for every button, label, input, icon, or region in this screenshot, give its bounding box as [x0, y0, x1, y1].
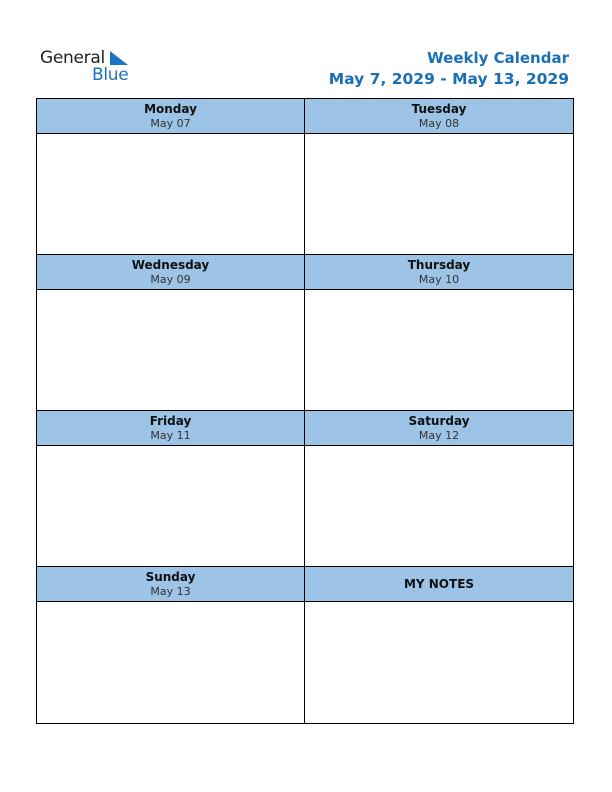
- day-name: Monday: [144, 101, 197, 116]
- notes-title: MY NOTES: [403, 577, 475, 591]
- day-cell-tuesday: [305, 99, 573, 255]
- day-name: Tuesday: [411, 101, 467, 116]
- day-cell-saturday: [305, 411, 573, 567]
- day-date: May 12: [418, 428, 460, 442]
- day-date: May 11: [150, 428, 191, 442]
- day-name: Friday: [149, 413, 192, 428]
- day-name: Sunday: [145, 569, 196, 584]
- day-notes-area[interactable]: [37, 134, 304, 254]
- calendar-title-block: [329, 48, 569, 90]
- notes-header: [305, 567, 573, 602]
- day-header: [37, 411, 304, 446]
- day-date: May 10: [418, 272, 460, 286]
- day-name: Wednesday: [131, 257, 210, 272]
- day-header: [305, 411, 573, 446]
- day-date: May 13: [150, 584, 191, 598]
- day-notes-area[interactable]: [305, 290, 573, 410]
- notes-cell: [305, 567, 573, 723]
- page-title: Weekly Calendar: [427, 49, 569, 67]
- day-cell-wednesday: [37, 255, 305, 411]
- day-notes-area[interactable]: [37, 446, 304, 566]
- day-notes-area[interactable]: [37, 602, 304, 723]
- day-cell-monday: [37, 99, 305, 255]
- day-cell-thursday: [305, 255, 573, 411]
- logo-word-blue: Blue: [92, 65, 129, 85]
- day-header: [37, 255, 304, 290]
- day-header: [37, 567, 304, 602]
- logo-triangle-icon: [108, 50, 130, 66]
- day-name: Thursday: [407, 257, 471, 272]
- day-notes-area[interactable]: [37, 290, 304, 410]
- day-cell-friday: [37, 411, 305, 567]
- day-notes-area[interactable]: [305, 446, 573, 566]
- day-date: May 09: [150, 272, 191, 286]
- date-range: May 7, 2029 - May 13, 2029: [328, 70, 569, 88]
- day-date: May 08: [418, 116, 460, 130]
- logo: [40, 48, 140, 88]
- notes-area[interactable]: [305, 602, 573, 723]
- calendar-grid: [36, 98, 574, 724]
- day-cell-sunday: [37, 567, 305, 723]
- day-date: May 07: [150, 116, 191, 130]
- logo-word-general: General: [40, 48, 105, 68]
- day-header: [305, 99, 573, 134]
- day-name: Saturday: [408, 413, 470, 428]
- day-header: [305, 255, 573, 290]
- day-notes-area[interactable]: [305, 134, 573, 254]
- day-header: [37, 99, 304, 134]
